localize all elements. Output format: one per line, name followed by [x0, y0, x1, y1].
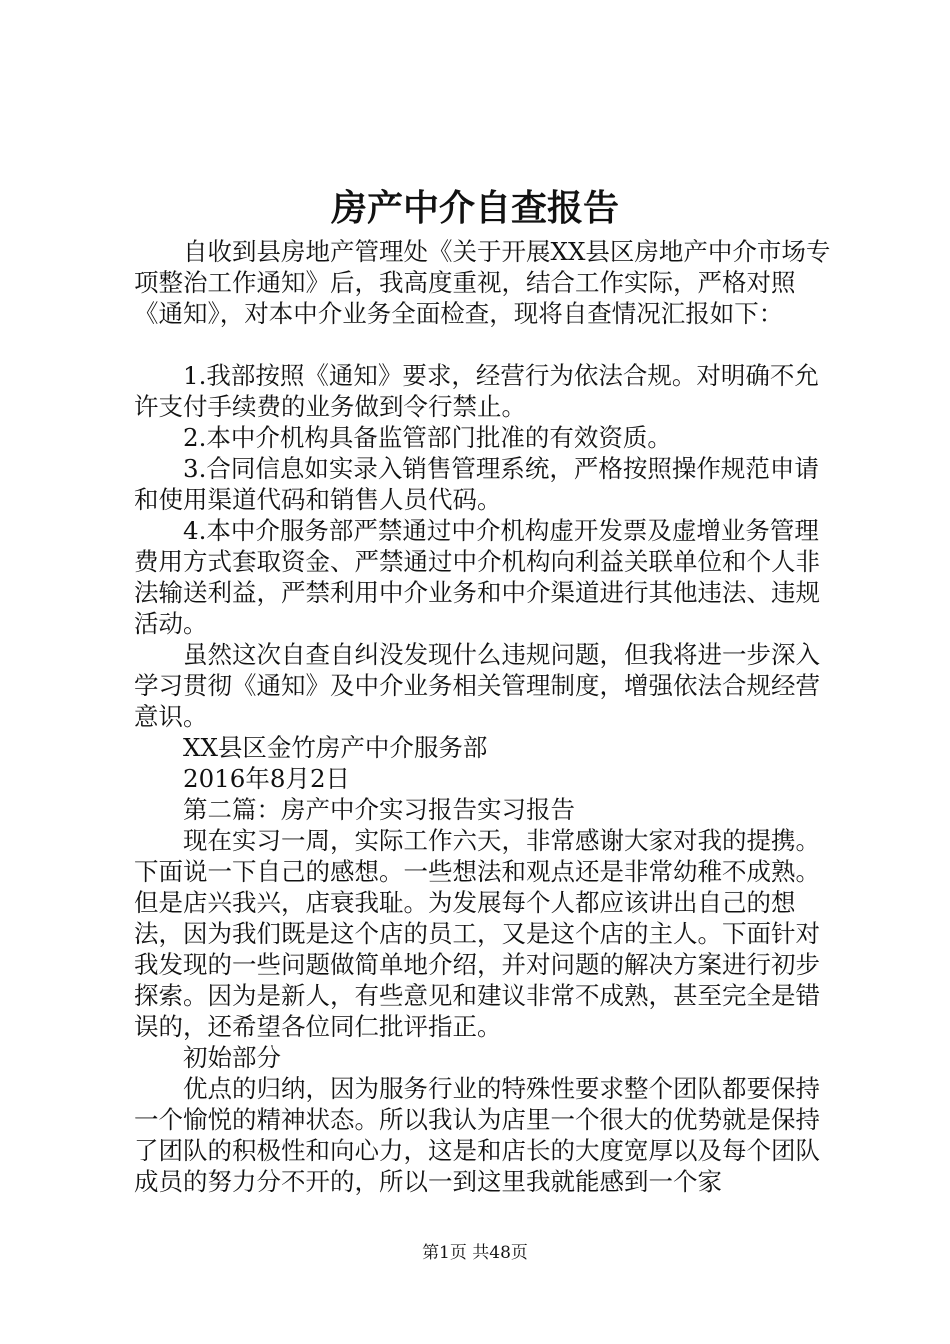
paragraph-item-4: 4.本中介服务部严禁通过中介机构虚开发票及虚增业务管理费用方式套取资金、严禁通过中介机构向利益关联单位和个人非法输送利益，严禁利用中介业务和中介渠道进行其他违法、违规活动。: [134, 516, 820, 638]
section-heading-part-two: 第二篇：房产中介实习报告实习报告: [183, 795, 575, 824]
document-title: 房产中介自查报告: [330, 187, 619, 229]
paragraph-intro: 自收到县房地产管理处《关于开展XX县区房地产中介市场专项整治工作通知》后，我高度重视，结合工作实际，严格对照《通知》，对本中介业务全面检查，现将自查情况汇报如下：: [134, 237, 831, 328]
document-body: [134, 236, 834, 1197]
paragraph-item-2: 2.本中介机构具备监管部门批准的有效资质。: [183, 423, 672, 452]
page-footer: 第1页 共48页: [422, 1243, 528, 1263]
paragraph-strengths: 优点的归纳，因为服务行业的特殊性要求整个团队都要保持一个愉悦的精神状态。所以我认为店里一个很大的优势就是保持了团队的积极性和向心力，这是和店长的大度宽厚以及每个团队成员的努力分不开的，所以一到这里我就能感到一个家: [134, 1074, 820, 1196]
paragraph-item-3: 3.合同信息如实录入销售管理系统，严格按照操作规范申请和使用渠道代码和销售人员代码。: [134, 454, 819, 514]
signature-date: 2016年8月2日: [183, 764, 351, 793]
paragraph-item-1: 1.我部按照《通知》要求，经营行为依法合规。对明确不允许支付手续费的业务做到令行禁止。: [134, 361, 819, 421]
paragraph-conclusion: 虽然这次自查自纠没发现什么违规问题，但我将进一步深入学习贯彻《通知》及中介业务相关管理制度，增强依法合规经营意识。: [134, 640, 820, 731]
signature-organization: XX县区金竹房产中介服务部: [183, 733, 488, 762]
section-heading-initial: 初始部分: [183, 1043, 281, 1072]
paragraph-internship-intro: 现在实习一周，实际工作六天，非常感谢大家对我的提携。下面说一下自己的感想。一些想法和观点还是非常幼稚不成熟。但是店兴我兴，店衰我耻。为发展每个人都应该讲出自己的想法，因为我们既是这个店的员工，又是这个店的主人。下面针对我发现的一些问题做简单地介绍，并对问题的解决方案进行初步探索。因为是新人，有些意见和建议非常不成熟，甚至完全是错误的，还希望各位同仁批评指正。: [134, 826, 820, 1041]
